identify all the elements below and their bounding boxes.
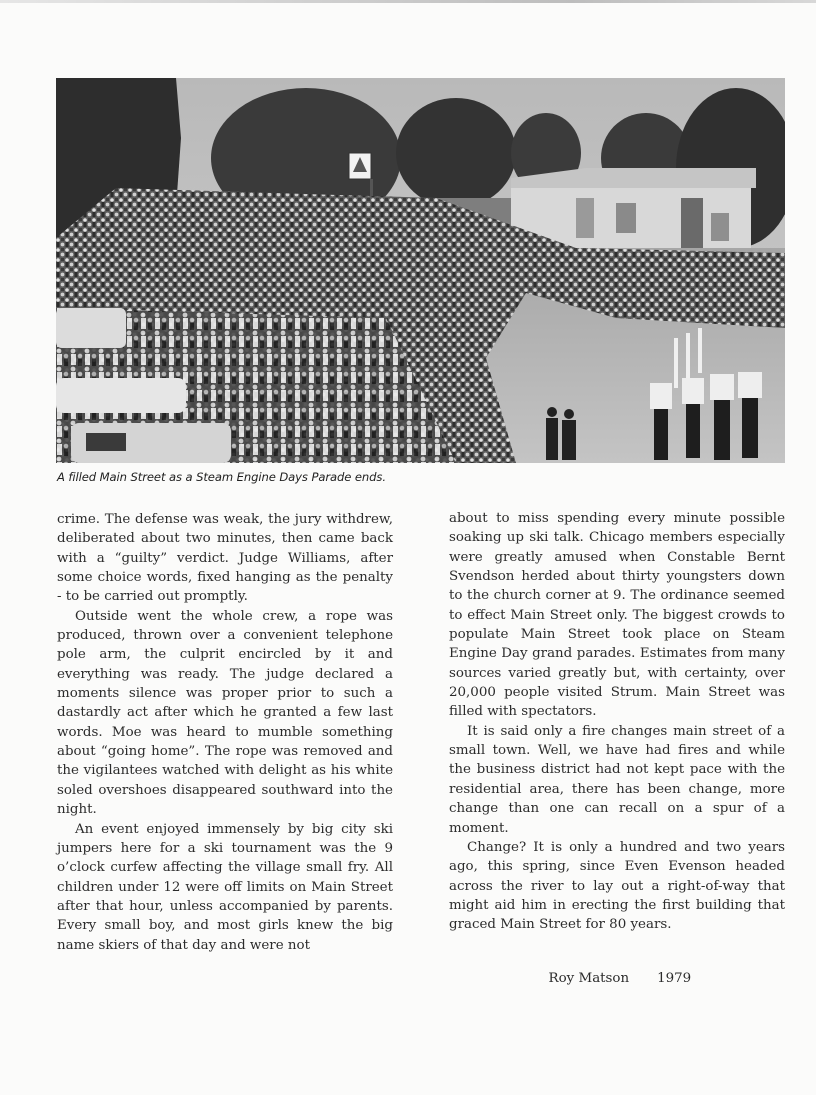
page-top-edge [0,0,816,3]
paragraph: It is said only a fire changes main street of a small town. Well, we have had fires and while the business district had not kept pace with the residential area, there has been change, more change than one can recall on a spur of a moment. [449,723,785,836]
article-column-right [449,509,785,935]
paragraph: crime. The defense was weak, the jury withdrew, deliberated about two minutes, then came back with a “guilty” verdict. Judge Williams, after some choice words, fixed hanging as the penalty - to be carried out promptly. [57,512,393,605]
author-signature [540,956,691,986]
parade-photo [56,78,785,463]
paragraph: An event enjoyed immensely by big city ski jumpers here for a ski tournament was the 9 o’clock curfew affecting the village small fry. All children under 12 were off limits on Main Street after that hour, unless accompanied by parents. Every small boy, and most girls knew the big name skiers of that day and were not [57,821,393,953]
article-column-left [57,510,393,955]
paragraph: Outside went the whole crew, a rope was produced, thrown over a convenient telephone pole arm, the culprit encircled by it and everything was ready. The judge declared a moments silence was proper prior to such a dastardly act after which he granted a few last words. Moe was heard to mumble something about “going home”. The rope was removed and the vigilantees watched with delight as his white soled overshoes disappeared southward into the night. [57,608,393,818]
photo-caption: A filled Main Street as a Steam Engine Days Parade ends. [57,470,386,484]
paragraph: about to miss spending every minute possible soaking up ski talk. Chicago members especially were greatly amused when Constable Bernt Svendson herded about thirty youngsters down to the church corner at 9. The ordinance seemed to effect Main Street only. The biggest crowds to populate Main Street took place on Steam Engine Day grand parades. Estimates from many sources varied greatly but, with certainty, over 20,000 people visited Strum. Main Street was filled with spectators. [449,511,785,720]
publication-year: 1979 [657,971,692,986]
paragraph: Change? It is only a hundred and two years ago, this spring, since Even Evenson headed across the river to lay out a right-of-way that might aid him in erecting the first building that graced Main Street for 80 years. [449,839,785,933]
author-name: Roy Matson [548,971,630,986]
